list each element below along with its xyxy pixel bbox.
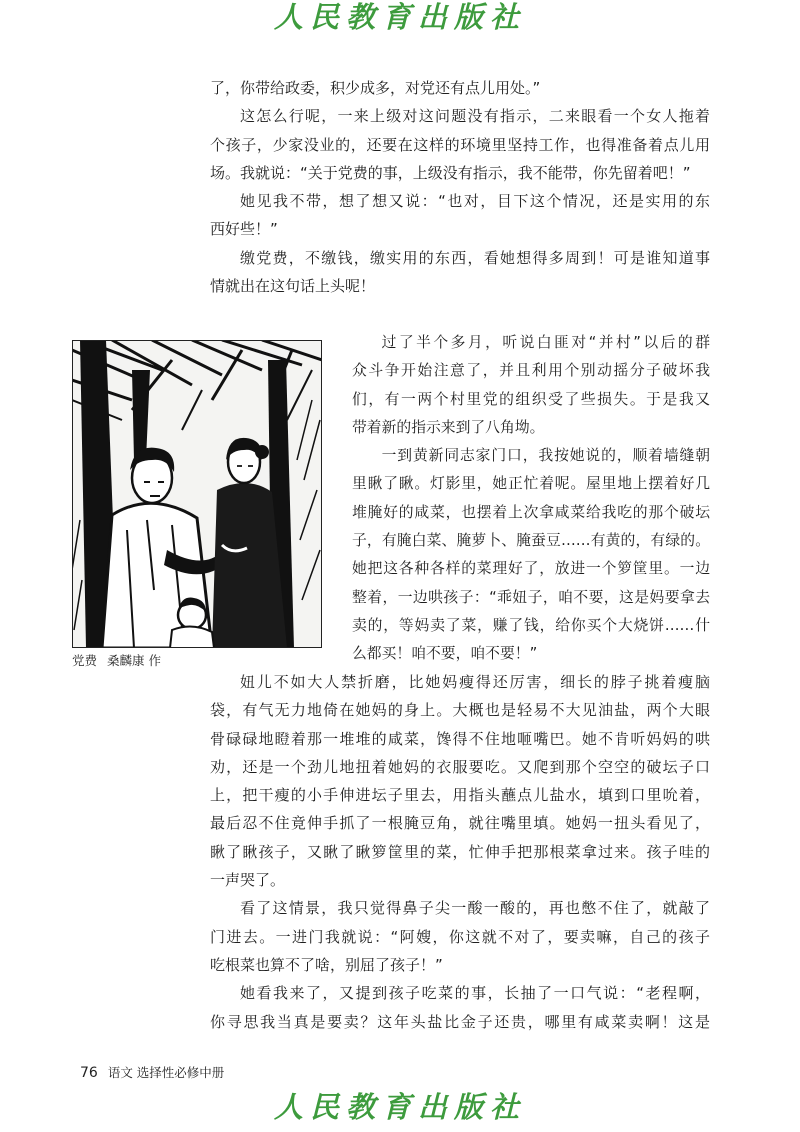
publisher-logo-bottom: 人民教育出版社	[273, 1090, 526, 1124]
text-line: 子，有腌白菜、腌萝卜、腌蚕豆……有黄的，有绿的。	[352, 532, 710, 550]
text-line: 一声哭了。	[210, 871, 286, 890]
text-line: 个孩子，少家没业的，还要在这样的环境里坚持工作，也得准备着点儿用	[210, 135, 710, 154]
text-line: 场。我就说：“关于党费的事，上级没有指示，我不能带，你先留着吧！”	[210, 163, 691, 182]
page-footer	[80, 1062, 224, 1082]
text-line: 情就出在这句话上头呢！	[210, 277, 376, 296]
text-line: 卖的，等妈卖了菜，赚了钱，给你买个大烧饼……什	[352, 616, 710, 634]
text-line: 带着新的指示来到了八角坳。	[352, 418, 545, 436]
paragraph	[210, 244, 710, 301]
text-line: 里瞅了瞅。灯影里，她正忙着呢。屋里地上摆着好几	[352, 475, 710, 493]
illustration	[72, 340, 322, 648]
text-block-upper	[210, 74, 710, 300]
text-line: 堆腌好的咸菜，也摆着上次拿咸菜给我吃的那个破坛	[352, 503, 710, 521]
book-title: 语文 选择性必修中册	[107, 1065, 225, 1080]
paragraph	[210, 187, 710, 244]
text-line: 过了半个多月，听说白匪对“并村”以后的群	[381, 334, 710, 351]
woodcut-illustration	[72, 340, 322, 648]
text-line: 她把这各种各样的菜理好了，放进一个箩筐里。一边	[352, 560, 710, 578]
paragraph	[352, 442, 710, 668]
paragraph	[210, 102, 710, 187]
paragraph	[210, 979, 710, 1036]
text-line: 上，把干瘦的小手伸进坛子里去，用指头蘸点儿盐水，填到口里吮着，	[210, 786, 710, 805]
text-block-lower	[210, 668, 710, 1036]
caption-artist: 桑麟康 作	[107, 653, 161, 668]
text-line: 瞅了瞅孩子，又瞅了瞅箩筐里的菜，忙伸手把那根菜拿过来。孩子哇的	[210, 842, 710, 861]
caption-title: 党费	[72, 653, 98, 668]
paragraph	[210, 74, 710, 102]
paragraph	[210, 668, 710, 894]
text-line: 这怎么行呢，一来上级对这问题没有指示，二来眼看一个女人拖着	[240, 107, 710, 126]
text-line: 们，有一两个村里党的组织受了些损失。于是我又	[352, 390, 710, 408]
text-line: 骨碌碌地瞪着那一堆堆的咸菜，馋得不住地咂嘴巴。她不肯听妈妈的哄	[210, 729, 710, 748]
text-block-beside-figure	[352, 329, 710, 669]
page-number: 76	[80, 1065, 98, 1081]
text-line: 缴党费，不缴钱，缴实用的东西，看她想得多周到！可是谁知道事	[240, 248, 710, 267]
publisher-logo-top: 人民教育出版社	[273, 0, 526, 34]
text-line: 整着，一边哄孩子：“乖妞子，咱不要，这是妈要拿去	[352, 588, 710, 606]
text-line: 看了这情景，我只觉得鼻子尖一酸一酸的，再也憋不住了，就敲了	[240, 899, 710, 918]
paragraph	[210, 894, 710, 979]
text-line: 袋，有气无力地倚在她妈的身上。大概也是轻易不大见油盐，两个大眼	[210, 701, 710, 720]
text-line: 最后忍不住竟伸手抓了一根腌豆角，就往嘴里填。她妈一扭头看见了，	[210, 814, 710, 833]
text-line: 妞儿不如大人禁折磨，比她妈瘦得还厉害，细长的脖子挑着瘦脑	[240, 673, 710, 691]
text-line: 劝，还是一个劲儿地扭着她妈的衣服要吃。又爬到那个空空的破坛子口	[210, 757, 710, 776]
text-line: 她见我不带，想了想又说：“也对，目下这个情况，还是实用的东	[240, 192, 710, 211]
text-line: 众斗争开始注意了，并且利用个别动摇分子破坏我	[352, 362, 710, 380]
text-line: 西好些！”	[210, 220, 278, 239]
paragraph	[352, 329, 710, 442]
text-line: 了，你带给政委，积少成多，对党还有点儿用处。”	[210, 79, 541, 97]
figure-caption	[72, 651, 161, 671]
text-line: 吃根菜也算不了啥，别屈了孩子！”	[210, 955, 443, 974]
text-line: 一到黄新同志家门口，我按她说的，顺着墙缝朝	[381, 447, 710, 465]
text-line: 门进去。一进门我就说：“阿嫂，你这就不对了，要卖嘛，自己的孩子	[210, 927, 710, 946]
text-line: 她看我来了，又提到孩子吃菜的事，长抽了一口气说：“老程啊，	[240, 984, 710, 1003]
text-line: 你寻思我当真是要卖？这年头盐比金子还贵，哪里有咸菜卖啊！这是	[210, 1012, 710, 1031]
text-line: 么都买！咱不要，咱不要！”	[352, 645, 538, 663]
